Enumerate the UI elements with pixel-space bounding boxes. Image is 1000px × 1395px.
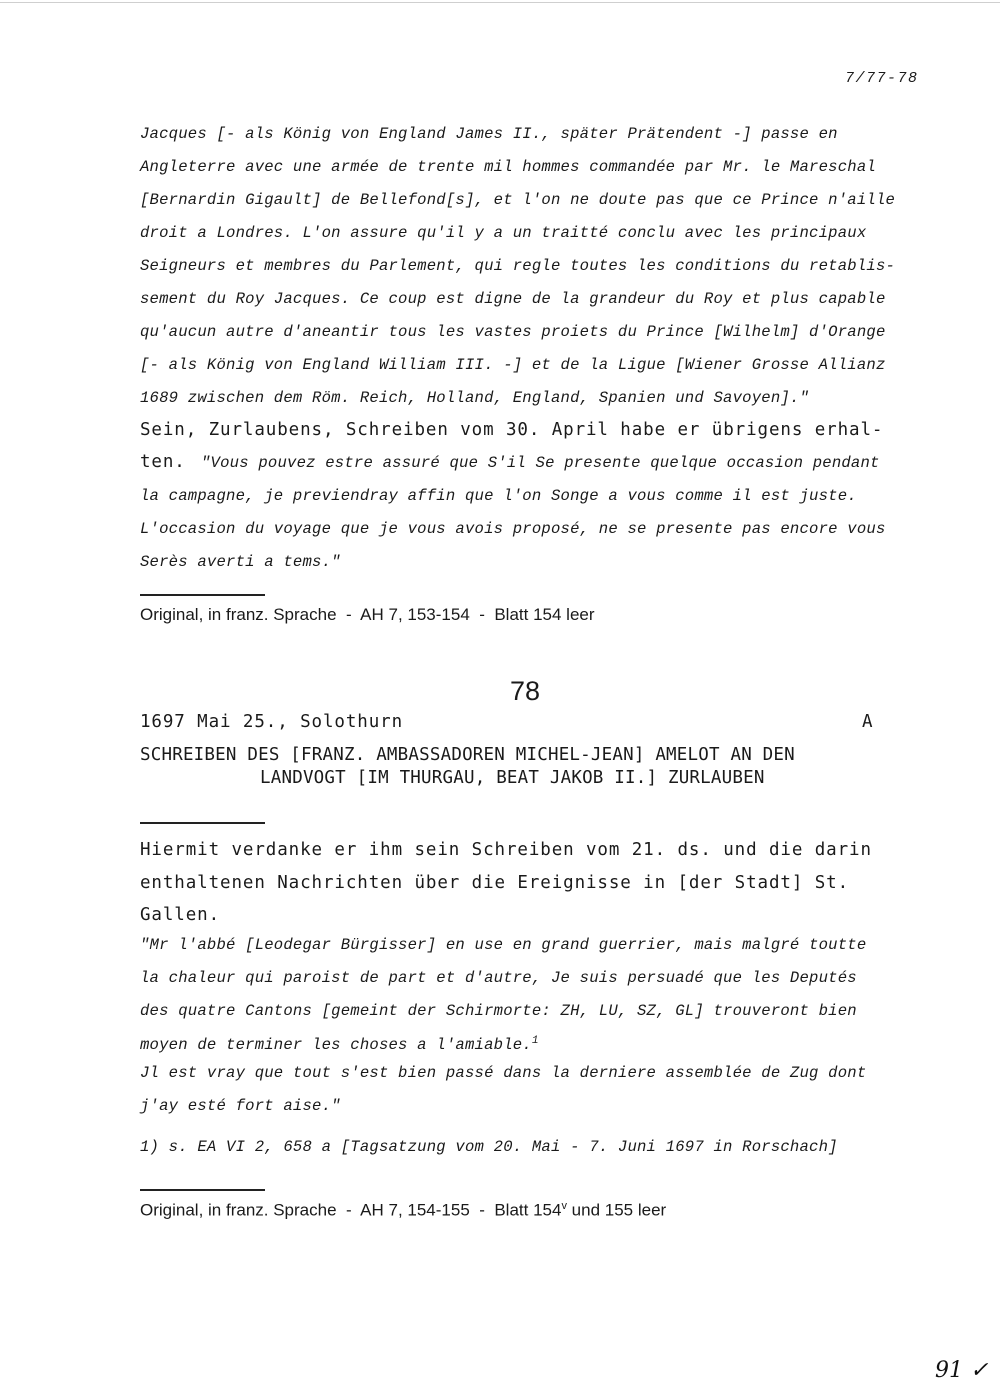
verso-mark: v [561, 1200, 567, 1212]
footnote-marker: 1 [531, 1035, 539, 1047]
source-note [140, 1200, 666, 1221]
date-place: 1697 Mai 25., Solothurn [140, 712, 404, 732]
title-separator-rule [140, 822, 265, 824]
quote-line: "Mr l'abbé [Leodegar Bürgisser] en use en grand guerrier, mais malgré toutte [140, 936, 867, 954]
prev-quote-line: qu'aucun autre d'aneantir tous les vastes proiets du Prince [Wilhelm] d'Orange [140, 323, 886, 341]
prev-quote-line: L'occasion du voyage que je vous avois proposé, ne se presente pas encore vous [140, 520, 886, 538]
prev-summary-line: ten. [140, 452, 186, 472]
handwritten-page-mark: 91 ✓ [935, 1358, 989, 1383]
footnote: 1) s. EA VI 2, 658 a [Tagsatzung vom 20. Mai - 7. Juni 1697 in Rorschach] [140, 1138, 838, 1156]
quote-line-text: moyen de terminer les choses a l'amiable. [140, 1036, 532, 1055]
document-number: 78 [510, 676, 541, 706]
summary-line: enthaltenen Nachrichten über die Ereignisse in [der Stadt] St. [140, 873, 850, 893]
quote-line: des quatre Cantons [gemeint der Schirmorte: ZH, LU, SZ, GL] trouveront bien [140, 1002, 857, 1020]
source-note-text: Original, in franz. Sprache - AH 7, 154-155 - Blatt 154 [140, 1200, 562, 1220]
page-reference: 7/77-78 [845, 70, 919, 87]
prev-quote-line: Jacques [- als König von England James II., später Prätendent -] passe en [140, 125, 838, 143]
quote-line: j'ay esté fort aise." [140, 1097, 341, 1115]
document-title-line: SCHREIBEN DES [FRANZ. AMBASSADOREN MICHEL-JEAN] AMELOT AN DEN [140, 745, 795, 765]
prev-summary-line: Sein, Zurlaubens, Schreiben vom 30. April habe er übrigens erhal- [140, 420, 884, 440]
source-note-text: und 155 leer [566, 1200, 667, 1220]
scan-edge-line [0, 2, 1000, 3]
prev-quote-line: Seigneurs et membres du Parlement, qui regle toutes les conditions du retablis- [140, 257, 896, 275]
prev-quote-line: droit a Londres. L'on assure qu'il y a un traitté conclu avec les principaux [140, 224, 867, 242]
quote-line: la chaleur qui paroist de part et d'autre, Je suis persuadé que les Deputés [140, 969, 857, 987]
prev-quote-line: [Bernardin Gigault] de Bellefond[s], et l'on ne doute pas que ce Prince n'aille [140, 191, 896, 209]
document-type-mark: A [862, 712, 874, 732]
prev-quote-line: 1689 zwischen dem Röm. Reich, Holland, England, Spanien und Savoyen]." [140, 389, 810, 407]
source-separator-rule [140, 594, 265, 596]
source-note: Original, in franz. Sprache - AH 7, 153-154 - Blatt 154 leer [140, 605, 595, 624]
quote-line: Jl est vray que tout s'est bien passé dans la derniere assemblée de Zug dont [140, 1064, 867, 1082]
summary-line: Hiermit verdanke er ihm sein Schreiben vom 21. ds. und die darin [140, 840, 872, 860]
prev-quote-line: [- als König von England William III. -] et de la Ligue [Wiener Grosse Allianz [140, 356, 886, 374]
prev-quote-line: Angleterre avec une armée de trente mil hommes commandée par Mr. le Mareschal [140, 158, 876, 176]
quote-line [140, 1035, 539, 1054]
prev-quote-line: la campagne, je previendray affin que l'on Songe a vous comme il est juste. [140, 487, 857, 505]
summary-line: Gallen. [140, 905, 221, 925]
prev-quote-line: Serès averti a tems." [140, 553, 341, 571]
document-title-line: LANDVOGT [IM THURGAU, BEAT JAKOB II.] ZURLAUBEN [260, 768, 765, 788]
source-separator-rule [140, 1189, 265, 1191]
prev-quote-line: "Vous pouvez estre assuré que S'il Se presente quelque occasion pendant [201, 454, 880, 472]
prev-quote-line: sement du Roy Jacques. Ce coup est digne de la grandeur du Roy et plus capable [140, 290, 886, 308]
